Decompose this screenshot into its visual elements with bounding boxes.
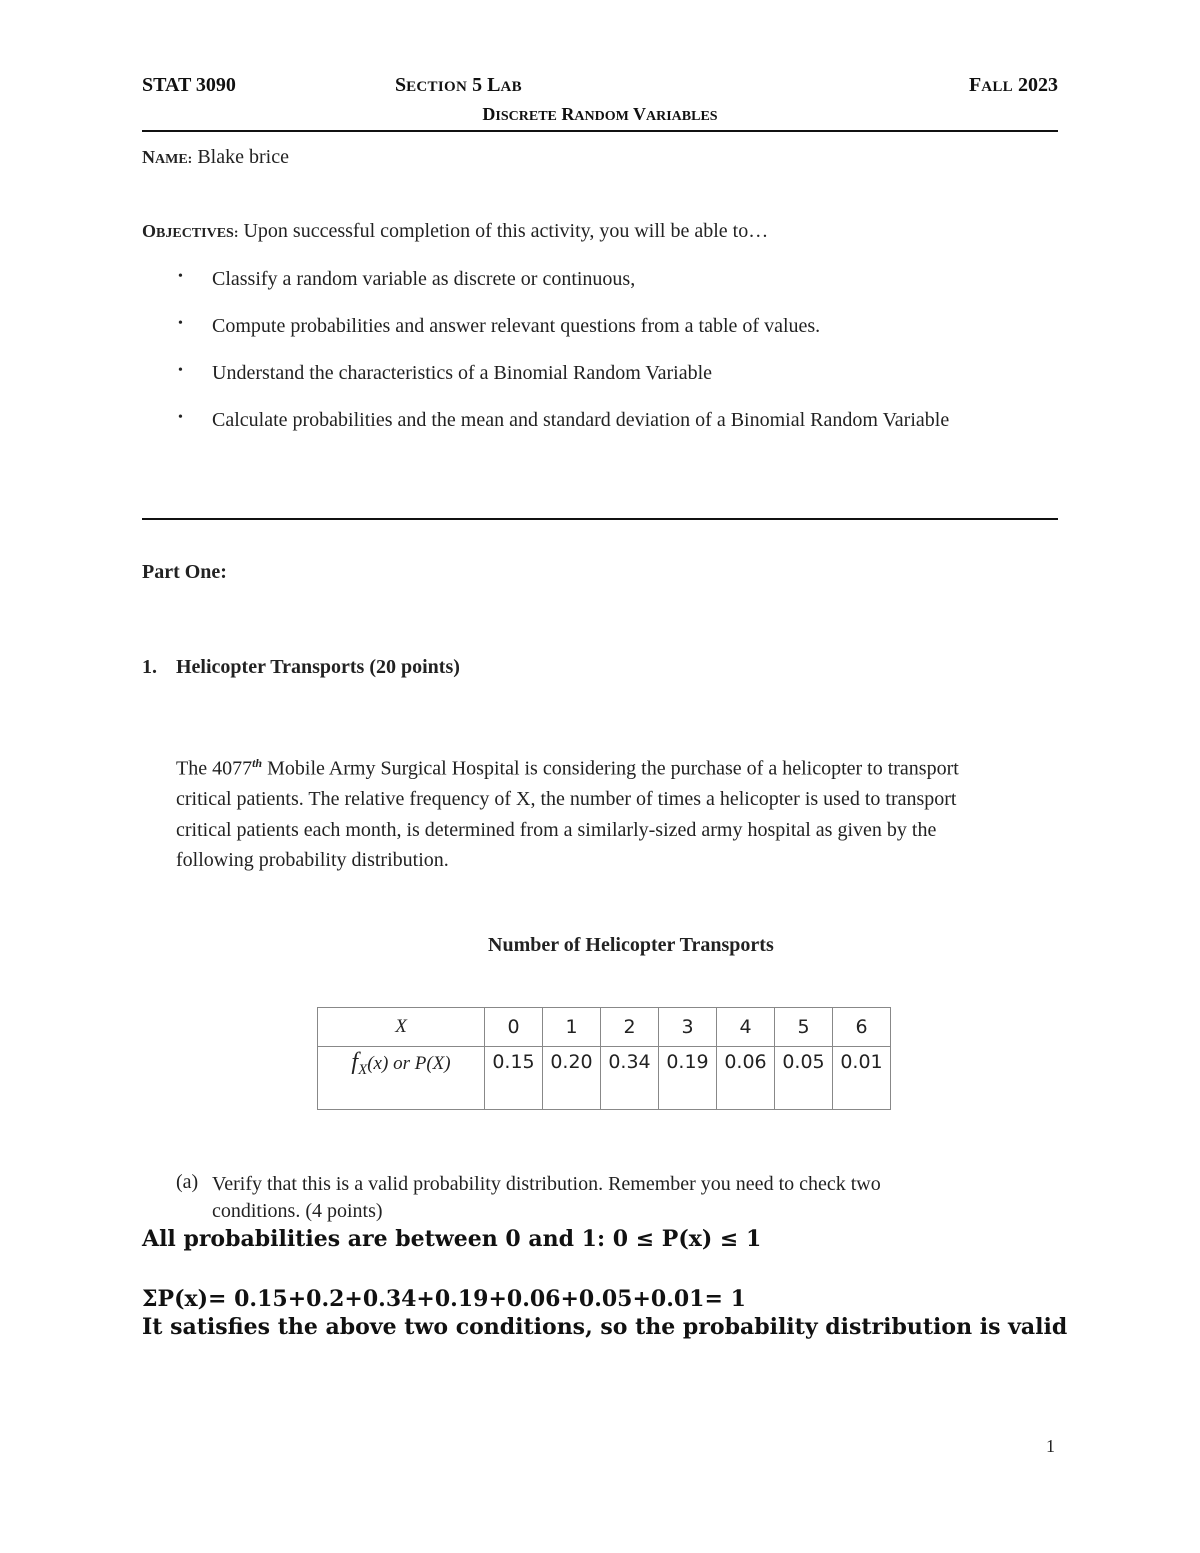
table-cell: 2 <box>601 1008 659 1047</box>
term-heading: FALL 2023 <box>969 74 1058 96</box>
part-a-label: (a) <box>176 1171 199 1193</box>
table-cell: 0.34 <box>601 1047 659 1110</box>
table-cell: 0.15 <box>485 1047 543 1110</box>
table-cell: 0.01 <box>833 1047 891 1110</box>
question-number: 1. <box>142 656 157 678</box>
bullet-icon: • <box>178 269 183 284</box>
table-cell: 5 <box>775 1008 833 1047</box>
table-cell: 0.19 <box>659 1047 717 1110</box>
table-header-pmf: $f_X(x)$ or P(X) <box>318 1047 485 1110</box>
course-code: STAT 3090 <box>142 74 236 96</box>
objectives-intro: OBJECTIVES: Upon successful completion of this activity, you will be able to… <box>142 220 769 242</box>
section-lab-heading: SECTION 5 LAB <box>395 74 522 96</box>
bullet-icon: • <box>178 316 183 331</box>
page-number: 1 <box>1046 1436 1055 1456</box>
bullet-icon: • <box>178 410 183 425</box>
table-cell: 4 <box>717 1008 775 1047</box>
table-cell: 6 <box>833 1008 891 1047</box>
part-a-text: Verify that this is a valid probability distribution. Remember you need to check two conditions. (4 points) <box>212 1173 881 1222</box>
answer-line-3: It satisfies the above two conditions, so the probability distribution is valid <box>142 1314 1068 1340</box>
table-header-x: X <box>318 1008 485 1047</box>
answer-line-2: ΣP(x)= 0.15+0.2+0.34+0.19+0.06+0.05+0.01= 1 <box>142 1286 746 1312</box>
name-line: NAME: Blake brice <box>142 146 289 168</box>
table-cell: 0.05 <box>775 1047 833 1110</box>
question-title: Helicopter Transports (20 points) <box>176 656 460 678</box>
student-name: Blake brice <box>197 146 289 168</box>
part-one-title: Part One: <box>142 561 227 583</box>
question-paragraph: The 4077th Mobile Army Surgical Hospital is considering the purchase of a helicopter to transport critical patients. The relative frequency of X, the number of times a helicopter is used to transport critical patients each month, is determined from a similarly-sized army hospital as given by the following probability distribution. <box>176 756 959 872</box>
table-row <box>318 1047 891 1110</box>
table-cell: 0 <box>485 1008 543 1047</box>
section-rule <box>142 518 1058 520</box>
table-cell: 3 <box>659 1008 717 1047</box>
table-row <box>318 1008 891 1047</box>
bullet-icon: • <box>178 363 183 378</box>
answer-line-1: All probabilities are between 0 and 1: 0 ≤ P(x) ≤ 1 <box>142 1226 762 1252</box>
header-rule <box>142 130 1058 132</box>
table-cell: 0.06 <box>717 1047 775 1110</box>
probability-table <box>317 1007 891 1110</box>
subtitle: DISCRETE RANDOM VARIABLES <box>482 104 718 124</box>
table-cell: 0.20 <box>543 1047 601 1110</box>
table-title: Number of Helicopter Transports <box>488 934 774 956</box>
table-cell: 1 <box>543 1008 601 1047</box>
